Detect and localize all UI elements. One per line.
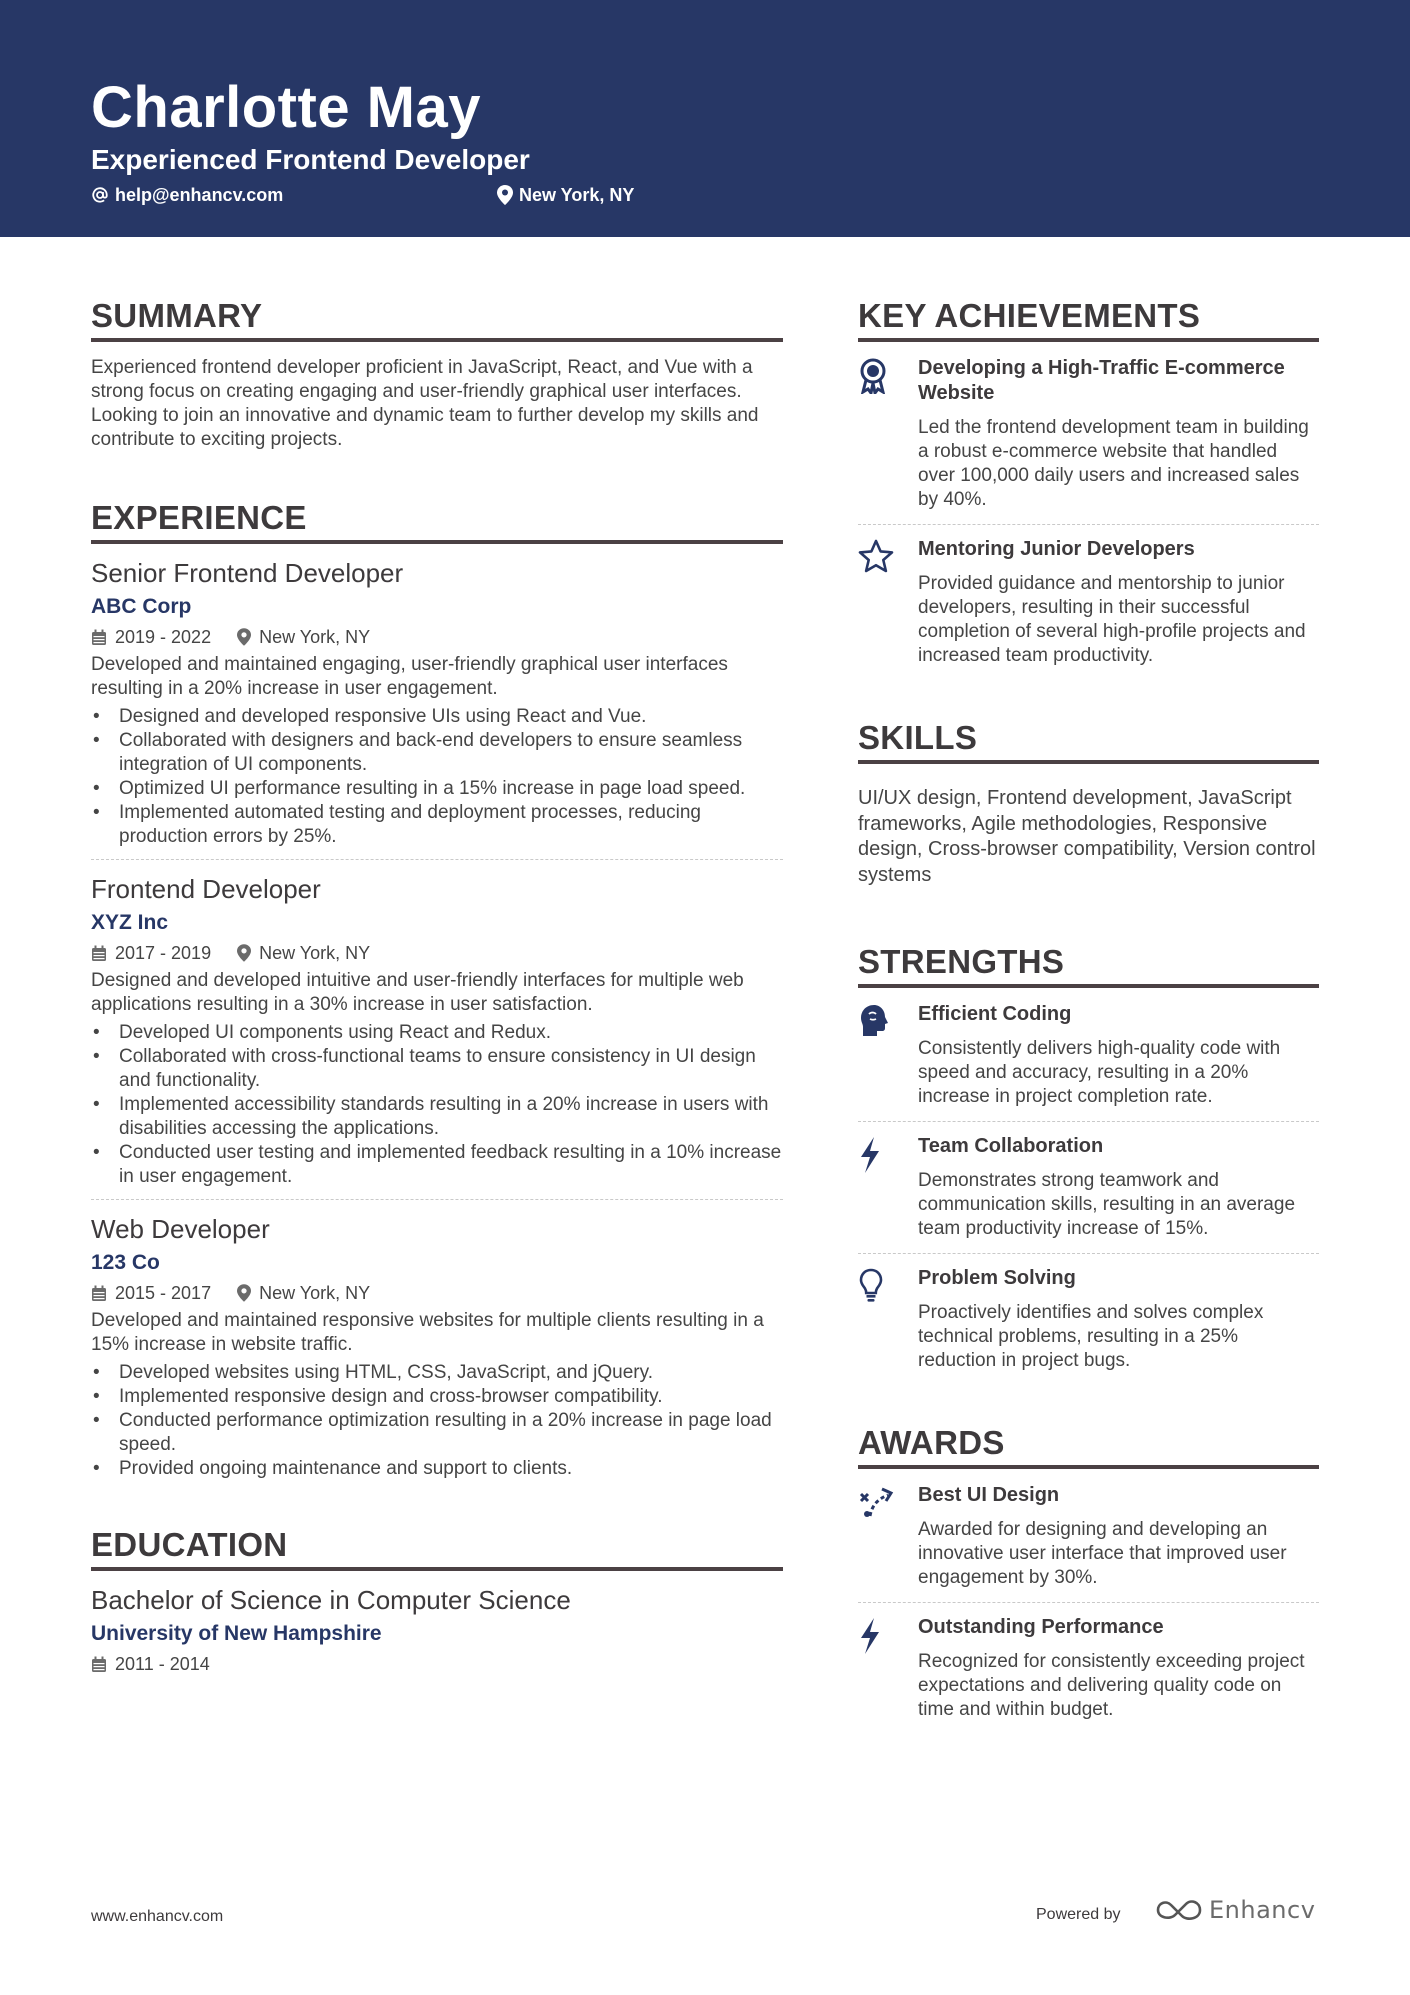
contact-email-text: help@enhancv.com [115, 185, 284, 205]
achievement-item [858, 342, 1319, 524]
job-dates-text: 2015 - 2017 [115, 1283, 212, 1303]
left-column [91, 296, 783, 1676]
job-dates [91, 941, 211, 965]
job-title: Senior Frontend Developer [91, 558, 404, 588]
awards-section [858, 1423, 1319, 1734]
job-entry [91, 544, 783, 849]
job-company: ABC Corp [91, 595, 192, 618]
job-meta [91, 941, 783, 965]
job-bullets [91, 1361, 783, 1481]
job-dates-text: 2019 - 2022 [115, 627, 212, 647]
achievement-text: Provided guidance and mentorship to junior developers, resulting in their successful completion of several high-profile projects and increased team productivity. [918, 573, 1306, 666]
award-item [858, 1469, 1319, 1602]
job-bullet: • Implemented responsive design and cross-browser compatibility. [91, 1385, 783, 1409]
footer-website-link[interactable]: www.enhancv.com [91, 1908, 224, 1925]
strength-title: Team Collaboration [918, 1135, 1104, 1157]
skills-section [858, 718, 1319, 888]
job-company: XYZ Inc [91, 911, 169, 934]
lightning-bolt-icon [858, 1617, 882, 1655]
job-description: Developed and maintained engaging, user-friendly graphical user interfaces resulting in a 20% increase in user engagement. [91, 654, 728, 699]
job-title: Frontend Developer [91, 874, 321, 904]
education-dates [91, 1652, 210, 1676]
achievement-title: Mentoring Junior Developers [918, 538, 1195, 560]
job-bullet: • Conducted performance optimization resulting in a 20% increase in page load speed. [91, 1409, 783, 1457]
enhancv-logo[interactable] [1155, 1896, 1315, 1924]
award-title: Best UI Design [918, 1484, 1060, 1506]
right-column [858, 296, 1319, 1734]
job-bullet: • Developed UI components using React and Redux. [91, 1021, 783, 1045]
candidate-title: Experienced Frontend Developer [91, 144, 530, 175]
job-bullet: • Optimized UI performance resulting in a 15% increase in page load speed. [91, 777, 783, 801]
job-location-text: New York, NY [259, 943, 371, 963]
education-meta [91, 1652, 783, 1676]
job-dates [91, 625, 211, 649]
map-pin-icon [497, 185, 513, 205]
strength-title: Efficient Coding [918, 1003, 1072, 1025]
education-school: University of New Hampshire [91, 1622, 382, 1645]
map-pin-icon [237, 628, 251, 646]
job-bullet: • Implemented accessibility standards resulting in a 20% increase in users with disabilities accessing the applications. [91, 1093, 783, 1141]
star-icon [858, 539, 894, 573]
footer-powered-by: Powered by [1036, 1906, 1121, 1923]
strength-item [858, 1253, 1319, 1385]
job-entry [91, 1199, 783, 1481]
education-section [91, 1525, 783, 1676]
job-company: 123 Co [91, 1251, 160, 1274]
candidate-name: Charlotte May [91, 75, 482, 140]
job-location-text: New York, NY [259, 627, 371, 647]
education-dates-text: 2011 - 2014 [115, 1654, 210, 1674]
job-bullet: • Conducted user testing and implemented feedback resulting in a 10% increase in user engagement. [91, 1141, 783, 1189]
strategy-arrow-icon [858, 1485, 894, 1519]
experience-heading: EXPERIENCE [91, 498, 783, 544]
job-description: Designed and developed intuitive and user-friendly interfaces for multiple web applications resulting in a 30% increase in user satisfaction. [91, 970, 744, 1015]
calendar-icon [91, 945, 107, 962]
education-heading: EDUCATION [91, 1525, 783, 1571]
strength-item [858, 1121, 1319, 1253]
achievements-heading: KEY ACHIEVEMENTS [858, 296, 1319, 342]
awards-heading: AWARDS [858, 1423, 1319, 1469]
resume-header [0, 0, 1410, 237]
job-location [237, 1281, 370, 1305]
job-bullets [91, 1021, 783, 1189]
head-brain-icon [858, 1004, 890, 1038]
award-title: Outstanding Performance [918, 1616, 1164, 1638]
job-meta [91, 625, 783, 649]
award-text: Recognized for consistently exceeding project expectations and delivering quality code on time and within budget. [918, 1651, 1305, 1720]
lightning-bolt-icon [858, 1136, 882, 1174]
job-bullet: • Provided ongoing maintenance and support to clients. [91, 1457, 783, 1481]
job-location [237, 941, 370, 965]
job-location [237, 625, 370, 649]
at-icon [91, 186, 109, 204]
strength-text: Demonstrates strong teamwork and communication skills, resulting in an average team productivity increase of 15%. [918, 1170, 1296, 1239]
job-description: Developed and maintained responsive websites for multiple clients resulting in a 15% increase in website traffic. [91, 1310, 764, 1355]
job-bullets [91, 705, 783, 849]
job-location-text: New York, NY [259, 1283, 371, 1303]
map-pin-icon [237, 944, 251, 962]
contact-email[interactable] [91, 183, 283, 207]
achievement-title: Developing a High-Traffic E-commerce Website [918, 357, 1285, 404]
strength-item [858, 988, 1319, 1121]
award-text: Awarded for designing and developing an innovative user interface that improved user engagement by 30%. [918, 1519, 1287, 1588]
job-meta [91, 1281, 783, 1305]
strength-text: Consistently delivers high-quality code with speed and accuracy, resulting in a 20% increase in project completion rate. [918, 1038, 1281, 1107]
contact-location-text: New York, NY [519, 185, 635, 205]
job-bullet: • Developed websites using HTML, CSS, JavaScript, and jQuery. [91, 1361, 783, 1385]
achievement-text: Led the frontend development team in building a robust e-commerce website that handled over 100,000 daily users and increased sales by 40%. [918, 417, 1309, 510]
achievements-section [858, 296, 1319, 680]
award-item [858, 1602, 1319, 1734]
calendar-icon [91, 629, 107, 646]
experience-section [91, 498, 783, 1481]
strength-text: Proactively identifies and solves complex technical problems, resulting in a 25% reduction in project bugs. [918, 1302, 1264, 1371]
lightbulb-icon [858, 1268, 884, 1304]
calendar-icon [91, 1285, 107, 1302]
summary-heading: SUMMARY [91, 296, 783, 342]
education-entry [91, 1571, 783, 1676]
job-dates [91, 1281, 211, 1305]
job-bullet: • Collaborated with cross-functional teams to ensure consistency in UI design and functionality. [91, 1045, 783, 1093]
strengths-section [858, 942, 1319, 1385]
job-bullet: • Designed and developed responsive UIs using React and Vue. [91, 705, 783, 729]
strengths-heading: STRENGTHS [858, 942, 1319, 988]
skills-text: UI/UX design, Frontend development, JavaScript frameworks, Agile methodologies, Responsive design, Cross-browser compatibility, Version control systems [858, 787, 1316, 886]
summary-text: Experienced frontend developer proficient in JavaScript, React, and Vue with a strong focus on creating engaging and user-friendly graphical user interfaces. Looking to join an innovative and dynamic team to further develop my skills and contribute to exciting projects. [91, 357, 759, 450]
award-ribbon-icon [858, 358, 888, 394]
job-bullet: • Implemented automated testing and deployment processes, reducing production errors by 25%. [91, 801, 783, 849]
skills-heading: SKILLS [858, 718, 1319, 764]
job-title: Web Developer [91, 1214, 270, 1244]
job-entry [91, 859, 783, 1189]
job-dates-text: 2017 - 2019 [115, 943, 212, 963]
education-degree: Bachelor of Science in Computer Science [91, 1585, 571, 1615]
contact-location [497, 183, 634, 207]
achievement-item [858, 524, 1319, 680]
summary-section [91, 296, 783, 452]
job-bullet: • Collaborated with designers and back-end developers to ensure seamless integration of UI components. [91, 729, 783, 777]
enhancv-logo-text: Enhancv [1209, 1896, 1316, 1924]
map-pin-icon [237, 1284, 251, 1302]
calendar-icon [91, 1656, 107, 1673]
strength-title: Problem Solving [918, 1267, 1076, 1289]
enhancv-logo-icon [1155, 1897, 1203, 1923]
